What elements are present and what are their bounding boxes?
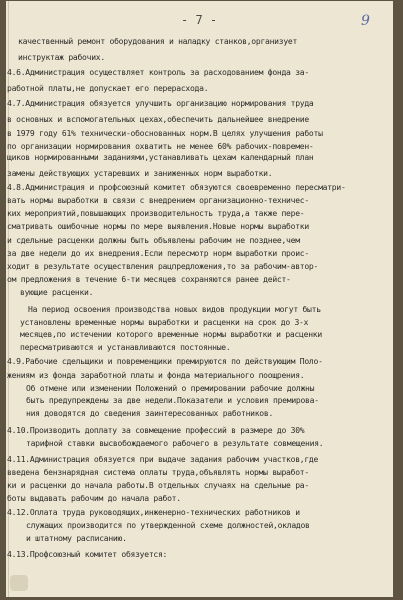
text-line: Об отмене или изменении Положений о премировании рабочие должны [26,384,315,393]
text-line: и сдельные расценки должны быть объявлены рабочим не позднее,чем [7,236,300,245]
text-line: качественный ремонт оборудования и наладку станков,организует [18,37,298,46]
text-line: вать нормы выработки в связи с внедрением организационно-техничес- [7,196,309,205]
text-line: месяцев,по истечении которого временные нормы выработки и расценки [20,330,322,339]
text-line: пересматриваются и устанавливаются постоянные. [20,343,231,352]
text-line: в основных и вспомогательных цехах,обеспечить дальнейшее внедрение [7,115,309,124]
text-line: На период освоения производства новых видов продукции могут быть [28,305,321,314]
text-line: инструктаж рабочих. [18,53,105,62]
text-line: 4.7.Администрация обязуется улучшить организацию нормирования труда [7,99,314,108]
text-line: 4.11.Администрация обязуется при выдаче задания рабочим участков,где [7,455,319,464]
text-line: 4.8.Администрация и профсоюзный комитет обязуются своевременно пересматри- [7,183,346,192]
text-line: ходит в результате осуществления рацпредложения,то за рабочим-автор- [7,262,319,271]
handwritten-folio-number: 9 [361,13,370,29]
text-line: за две недели до их внедрения.Если пересмотр норм выработки проис- [7,249,309,258]
text-line: 4.6.Администрация осуществляет контроль за расходованием фонда за- [7,68,309,77]
text-line: ки и расценки до начала работы.В отдельных случаях на сдельные ра- [7,481,309,490]
text-line: установлены временные нормы выработки и расценки на срок до 3-х [20,318,309,327]
text-line: тарифной ставки высвобождаемого рабочего в результате совмещения. [26,439,324,448]
text-line: ом предложения в течение 6-ти месяцев сохраняются ранее дейст- [7,275,291,284]
text-line: ких мероприятий,повышающих производительность труда,а также пере- [7,209,305,218]
text-line: служащих производится по утвержденной схеме должностей,окладов [26,521,310,530]
text-line: замены действующих устаревших и заниженных норм выработки. [7,169,273,178]
text-line: 4.13.Профсоюзный комитет обязуется: [7,550,168,559]
text-line: вующие расценки. [20,288,94,297]
text-line: щиков нормированными заданиями,устанавливать цехам календарный план [7,153,314,162]
text-line: работной платы,не допускает его перерасхода. [7,84,209,93]
paper-wear-mark [10,575,28,591]
page-number: - 7 - [181,13,218,27]
text-line: в 1979 году 61% технически-обоснованных норм.В целях улучшения работы [7,129,323,138]
document-page [6,1,393,597]
text-line: введена бензнарядная система оплаты труда,объявлять нормы выработ- [7,468,309,477]
text-line: быть предупреждены за две недели.Показатели и условия премирова- [26,396,319,405]
text-line: сматривать ошибочные нормы по мере выявления.Новые нормы выработки [7,222,309,231]
text-line: боты выдавать рабочим до начала работ. [7,494,181,503]
text-line: ния доводятся до сведения заинтересованных работников. [26,409,274,418]
text-line: и штатному расписанию. [26,534,127,543]
text-line: 4.9.Рабочие сдельщики и повременщики премируются по действующим Поло- [7,357,323,366]
text-line: жениям из фонда заработной платы и фонда материального поощрения. [7,371,305,380]
text-line: по организации нормирования охватить не менее 60% рабочих-повремен- [7,142,314,151]
text-line: 4.10.Производить доплату за совмещение профессий в размере до 30% [7,426,305,435]
text-line: 4.12.Оплата труда руководящих,инженерно-технических работников и [7,508,300,517]
